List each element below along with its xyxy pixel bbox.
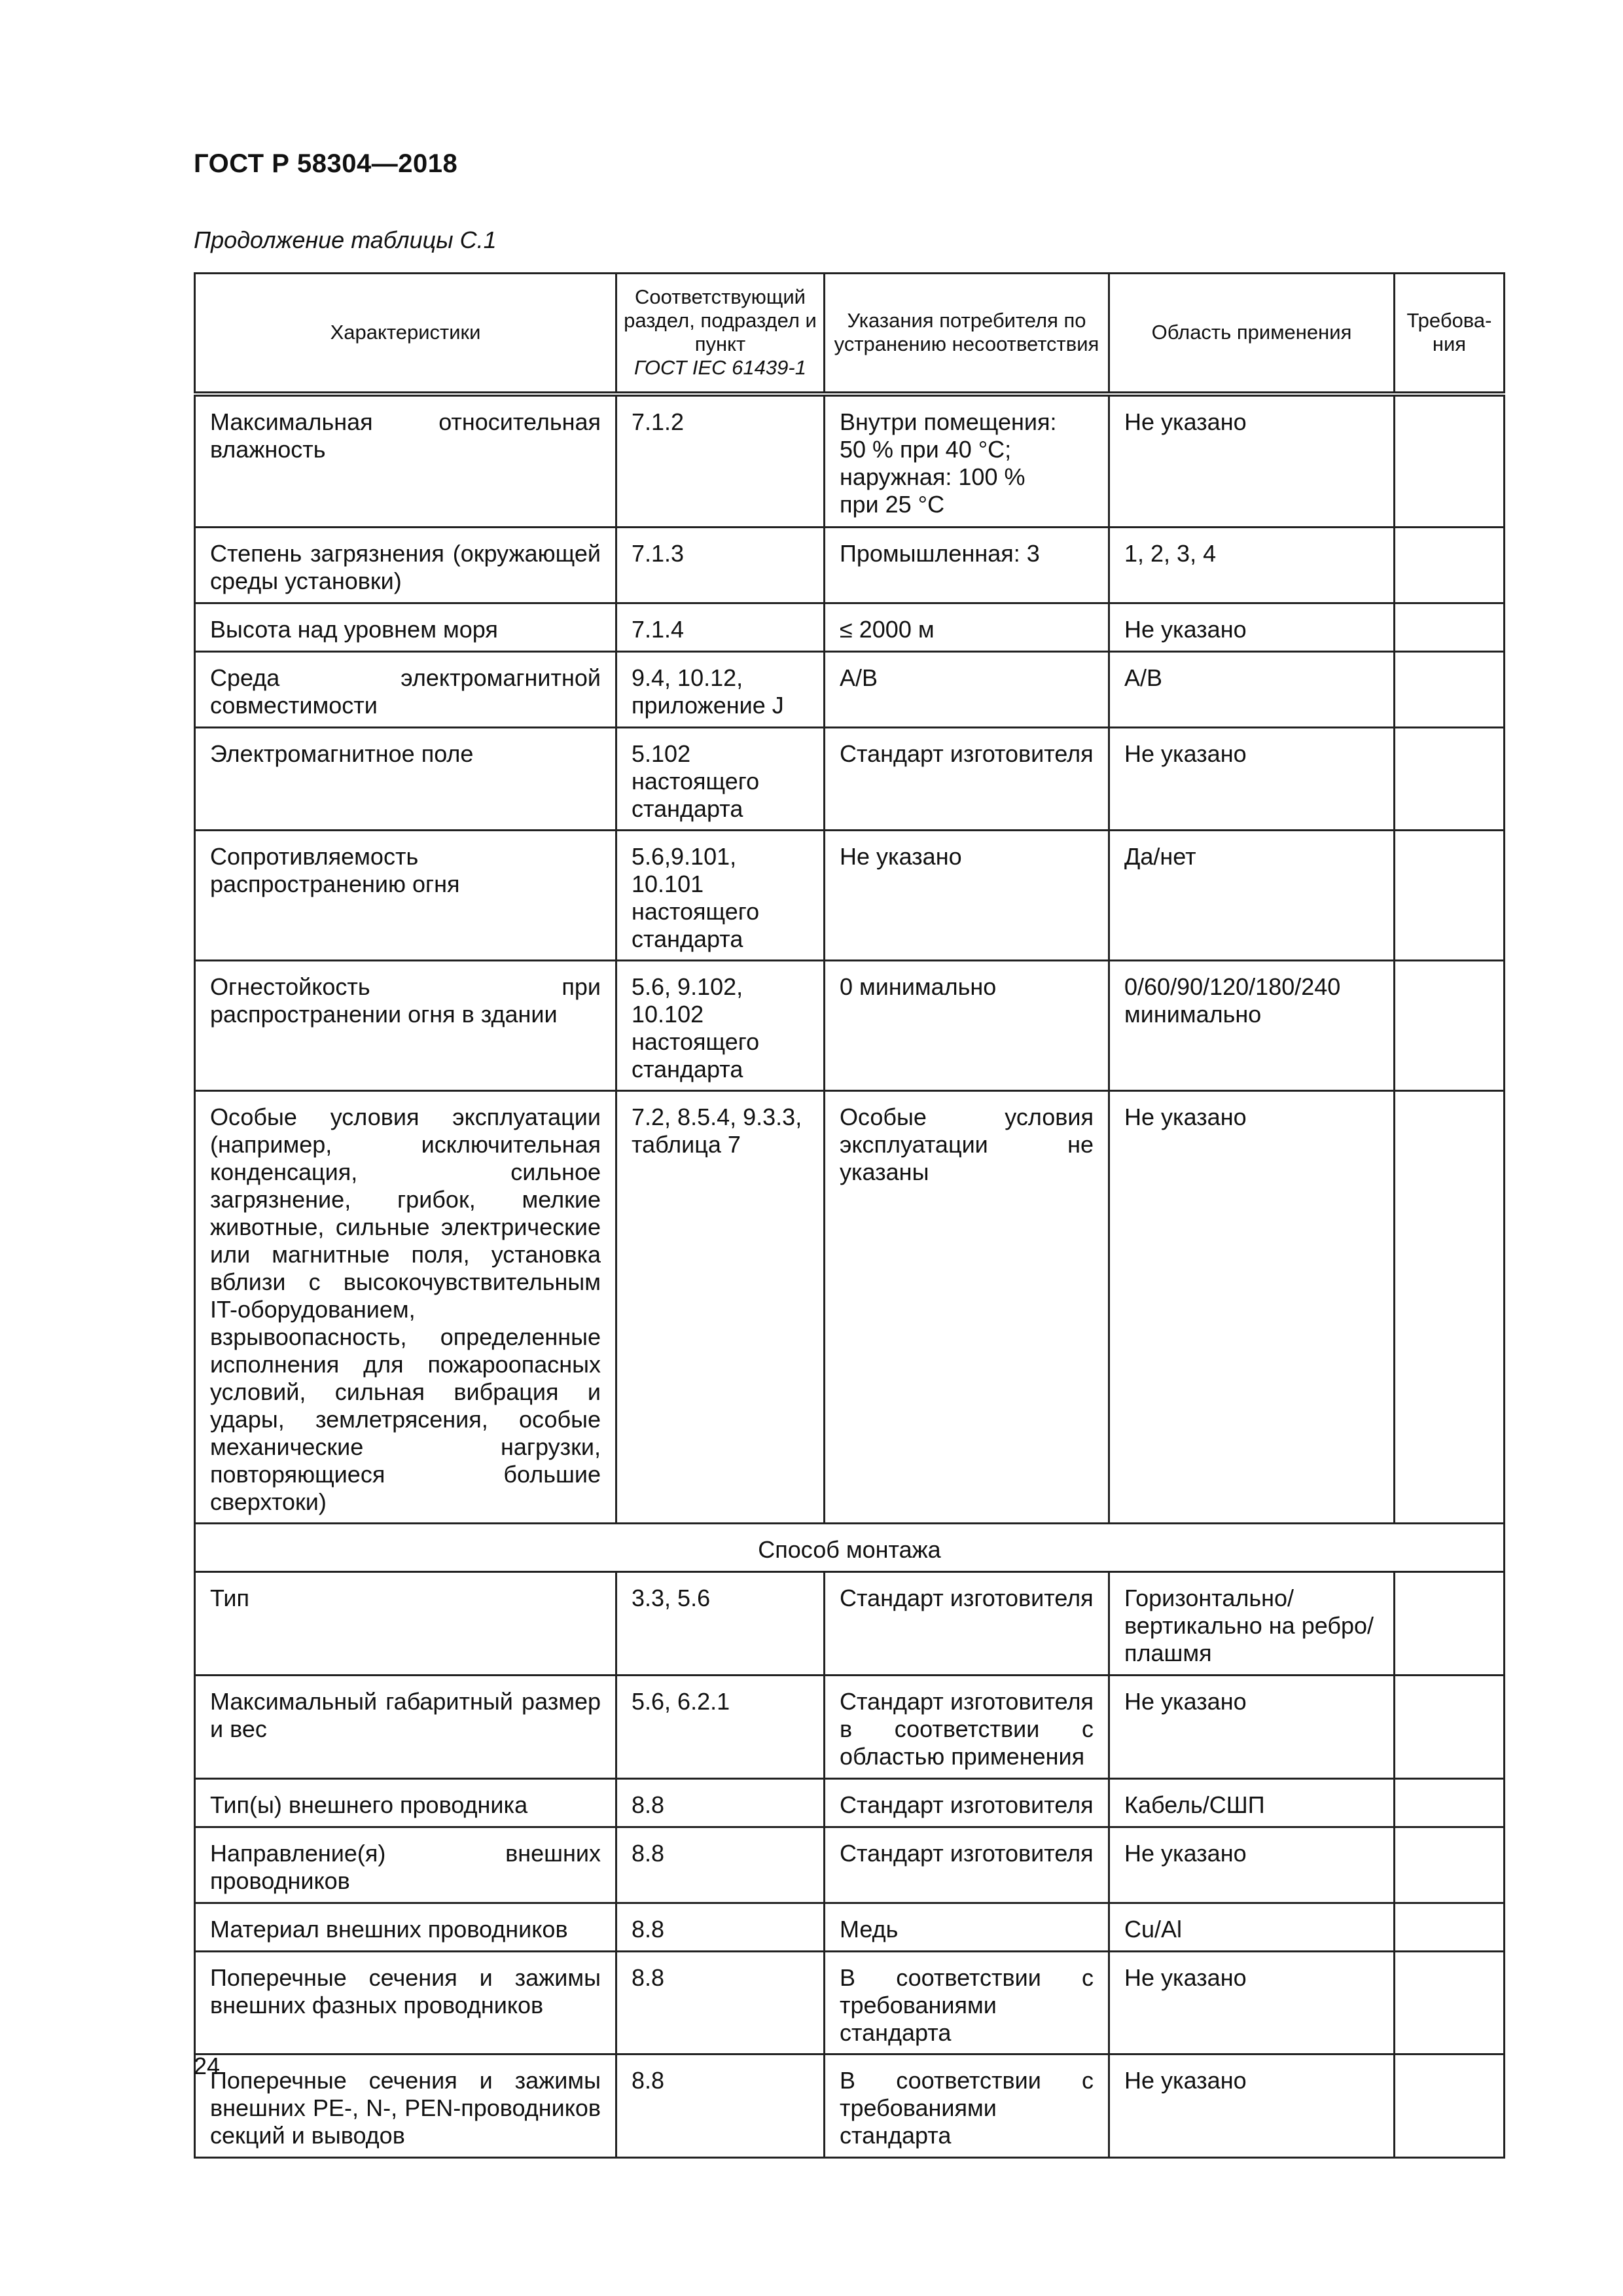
table-row <box>195 394 1505 528</box>
table-caption: Продолжение таблицы С.1 <box>194 226 497 253</box>
cell-application-area: Да/нет <box>1109 831 1395 961</box>
cell-user-instructions: Стандарт изготовителя <box>825 728 1109 831</box>
cell-application-area: 1, 2, 3, 4 <box>1109 528 1395 603</box>
cell-characteristic: Электромагнитное поле <box>195 728 616 831</box>
section-title: Способ монтажа <box>195 1524 1505 1572</box>
cell-characteristic: Сопротивляемость распространению огня <box>195 831 616 961</box>
specification-table <box>194 272 1505 2159</box>
cell-user-instructions: В соответствии с требованиями стандарта <box>825 1952 1109 2054</box>
cell-application-area: Горизонтально/вертикально на ребро/плашмя <box>1109 1572 1395 1676</box>
cell-application-area: Кабель/СШП <box>1109 1779 1395 1827</box>
table-row <box>195 528 1505 603</box>
cell-requirements <box>1395 831 1505 961</box>
cell-section: 8.8 <box>616 1779 825 1827</box>
cell-user-instructions: Медь <box>825 1903 1109 1952</box>
table-row <box>195 961 1505 1091</box>
cell-characteristic: Тип <box>195 1572 616 1676</box>
cell-application-area: 0/60/90/120/180/240 минимально <box>1109 961 1395 1091</box>
cell-requirements <box>1395 1676 1505 1779</box>
cell-user-instructions: Не указано <box>825 831 1109 961</box>
table-row <box>195 831 1505 961</box>
table-row <box>195 2054 1505 2158</box>
cell-section: 5.6, 9.102, 10.102 настоящего стандарта <box>616 961 825 1091</box>
cell-section: 7.1.4 <box>616 603 825 652</box>
cell-section: 7.1.2 <box>616 394 825 528</box>
header-section <box>616 274 825 394</box>
cell-characteristic: Направление(я) внешних проводников <box>195 1827 616 1903</box>
cell-section: 7.1.3 <box>616 528 825 603</box>
cell-characteristic: Тип(ы) внешнего проводника <box>195 1779 616 1827</box>
cell-application-area: Не указано <box>1109 1091 1395 1524</box>
document-title: ГОСТ Р 58304—2018 <box>194 149 458 178</box>
header-application-area: Область применения <box>1109 274 1395 394</box>
cell-requirements <box>1395 2054 1505 2158</box>
cell-section: 5.102 настоящего стандарта <box>616 728 825 831</box>
cell-requirements <box>1395 1572 1505 1676</box>
cell-requirements <box>1395 603 1505 652</box>
cell-application-area: Не указано <box>1109 394 1395 528</box>
table-row <box>195 1676 1505 1779</box>
page-number: 24 <box>194 2053 221 2079</box>
cell-characteristic: Среда электромагнитной совместимости <box>195 652 616 728</box>
cell-user-instructions: Стандарт изготовителя <box>825 1572 1109 1676</box>
cell-section: 8.8 <box>616 1952 825 2054</box>
cell-requirements <box>1395 652 1505 728</box>
cell-characteristic: Максимальный габаритный размер и вес <box>195 1676 616 1779</box>
cell-section: 8.8 <box>616 1827 825 1903</box>
cell-requirements <box>1395 1779 1505 1827</box>
header-section-label: Соответствующий раздел, подраздел и пункт <box>624 285 817 356</box>
cell-characteristic: Огнестойкость при распространении огня в здании <box>195 961 616 1091</box>
table-row <box>195 603 1505 652</box>
cell-application-area: Не указано <box>1109 728 1395 831</box>
cell-requirements <box>1395 1903 1505 1952</box>
table-header-row <box>195 274 1505 394</box>
cell-section: 8.8 <box>616 1903 825 1952</box>
table-row <box>195 652 1505 728</box>
cell-user-instructions: Стандарт изготовителя <box>825 1779 1109 1827</box>
cell-requirements <box>1395 961 1505 1091</box>
table-row <box>195 728 1505 831</box>
cell-user-instructions: Промышленная: 3 <box>825 528 1109 603</box>
cell-user-instructions: Стандарт изготовителя <box>825 1827 1109 1903</box>
cell-application-area: Не указано <box>1109 603 1395 652</box>
table-row <box>195 1779 1505 1827</box>
cell-application-area: Не указано <box>1109 1827 1395 1903</box>
cell-application-area: Не указано <box>1109 1676 1395 1779</box>
cell-characteristic: Степень загрязнения (окружающей среды установки) <box>195 528 616 603</box>
cell-section: 9.4, 10.12, приложение J <box>616 652 825 728</box>
cell-user-instructions: A/B <box>825 652 1109 728</box>
cell-user-instructions: В соответствии с требованиями стандарта <box>825 2054 1109 2158</box>
cell-requirements <box>1395 1827 1505 1903</box>
cell-application-area: A/B <box>1109 652 1395 728</box>
cell-user-instructions: Особые условия эксплуатации не указаны <box>825 1091 1109 1524</box>
cell-section: 7.2, 8.5.4, 9.3.3, таблица 7 <box>616 1091 825 1524</box>
table-row <box>195 1827 1505 1903</box>
cell-characteristic: Поперечные сечения и зажимы внешних PE-, N-, PEN-проводников секций и выводов <box>195 2054 616 2158</box>
cell-user-instructions: Внутри помещения: 50 % при 40 °С; наружная: 100 % при 25 °С <box>825 394 1109 528</box>
cell-application-area: Cu/Al <box>1109 1903 1395 1952</box>
cell-characteristic: Высота над уровнем моря <box>195 603 616 652</box>
section-row-mounting <box>195 1524 1505 1572</box>
table-row <box>195 1903 1505 1952</box>
cell-requirements <box>1395 1091 1505 1524</box>
header-section-standard: ГОСТ IEC 61439-1 <box>634 356 806 380</box>
cell-characteristic: Особые условия эксплуатации (например, исключительная конденсация, сильное загрязнение, грибок, мелкие животные, сильные электрические или магнитные поля, установка вблизи с высокочувствительным IT-оборудованием, взрывоопасность, определенные исполнения для пожароопасных условий, сильная вибрация и удары, землетрясения, особые механические нагрузки, повторяющиеся большие сверхтоки) <box>195 1091 616 1524</box>
cell-application-area: Не указано <box>1109 1952 1395 2054</box>
cell-user-instructions: 0 минимально <box>825 961 1109 1091</box>
cell-requirements <box>1395 528 1505 603</box>
header-requirements: Требова-ния <box>1395 274 1505 394</box>
cell-characteristic: Максимальная относительная влажность <box>195 394 616 528</box>
cell-characteristic: Материал внешних проводников <box>195 1903 616 1952</box>
table-row <box>195 1091 1505 1524</box>
cell-section: 5.6,9.101, 10.101 настоящего стандарта <box>616 831 825 961</box>
cell-application-area: Не указано <box>1109 2054 1395 2158</box>
cell-section: 5.6, 6.2.1 <box>616 1676 825 1779</box>
header-user-instructions: Указания потребителя по устранению несоответствия <box>825 274 1109 394</box>
cell-requirements <box>1395 1952 1505 2054</box>
cell-requirements <box>1395 728 1505 831</box>
header-characteristics: Характеристики <box>195 274 616 394</box>
cell-requirements <box>1395 394 1505 528</box>
cell-section: 8.8 <box>616 2054 825 2158</box>
cell-characteristic: Поперечные сечения и зажимы внешних фазных проводников <box>195 1952 616 2054</box>
table-row <box>195 1952 1505 2054</box>
cell-user-instructions: ≤ 2000 м <box>825 603 1109 652</box>
cell-user-instructions: Стандарт изготовителя в соответствии с областью применения <box>825 1676 1109 1779</box>
table-row <box>195 1572 1505 1676</box>
cell-section: 3.3, 5.6 <box>616 1572 825 1676</box>
